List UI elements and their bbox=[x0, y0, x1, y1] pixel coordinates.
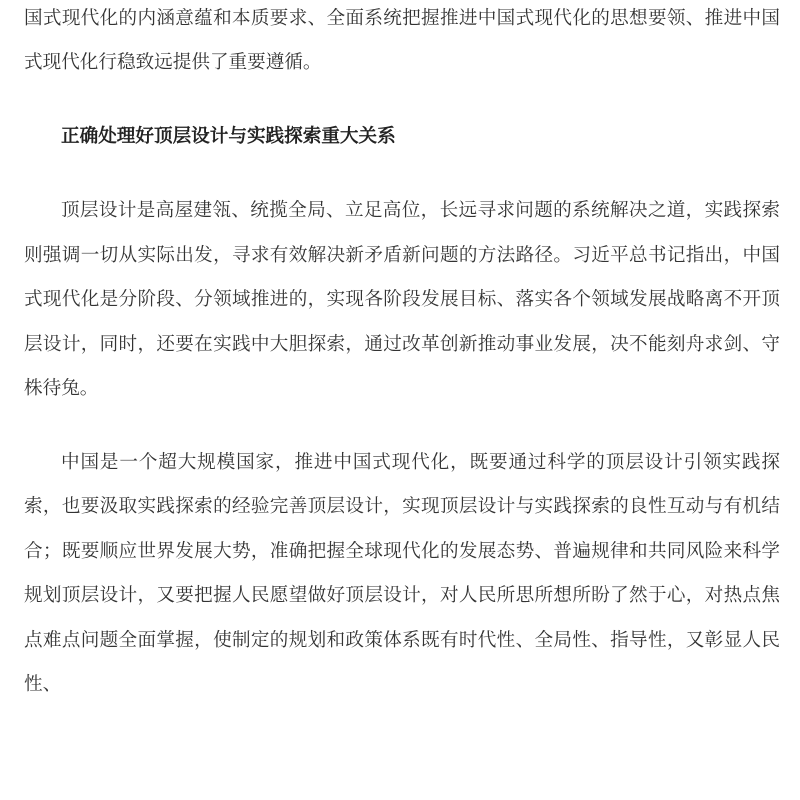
section-heading: 正确处理好顶层设计与实践探索重大关系 bbox=[61, 126, 396, 148]
article-paragraph-2: 顶层设计是高屋建瓴、统揽全局、立足高位，长远寻求问题的系统解决之道，实践探索则强调一切从实际出发，寻求有效解决新矛盾新问题的方法路径。习近平总书记指出，中国式现代化是分阶段、分领域推进的，实现各阶段发展目标、落实各个领域发展战略离不开顶层设计，同时，还要在实践中大胆探索，通过改革创新推动事业发展，决不能刻舟求剑、守株待兔。 bbox=[24, 200, 780, 400]
article-paragraph-3: 中国是一个超大规模国家，推进中国式现代化，既要通过科学的顶层设计引领实践探索，也要汲取实践探索的经验完善顶层设计，实现顶层设计与实践探索的良性互动与有机结合；既要顺应世界发展大势，准确把握全球现代化的发展态势、普遍规律和共同风险来科学规划顶层设计，又要把握人民愿望做好顶层设计，对人民所思所想所盼了然于心，对热点焦点难点问题全面掌握，使制定的规划和政策体系既有时代性、全局性、指导性，又彰显人民性、 bbox=[24, 452, 780, 696]
article-paragraph-1: 国式现代化的内涵意蕴和本质要求、全面系统把握推进中国式现代化的思想要领、推进中国式现代化行稳致远提供了重要遵循。 bbox=[24, 8, 780, 74]
article-body bbox=[24, 0, 780, 707]
